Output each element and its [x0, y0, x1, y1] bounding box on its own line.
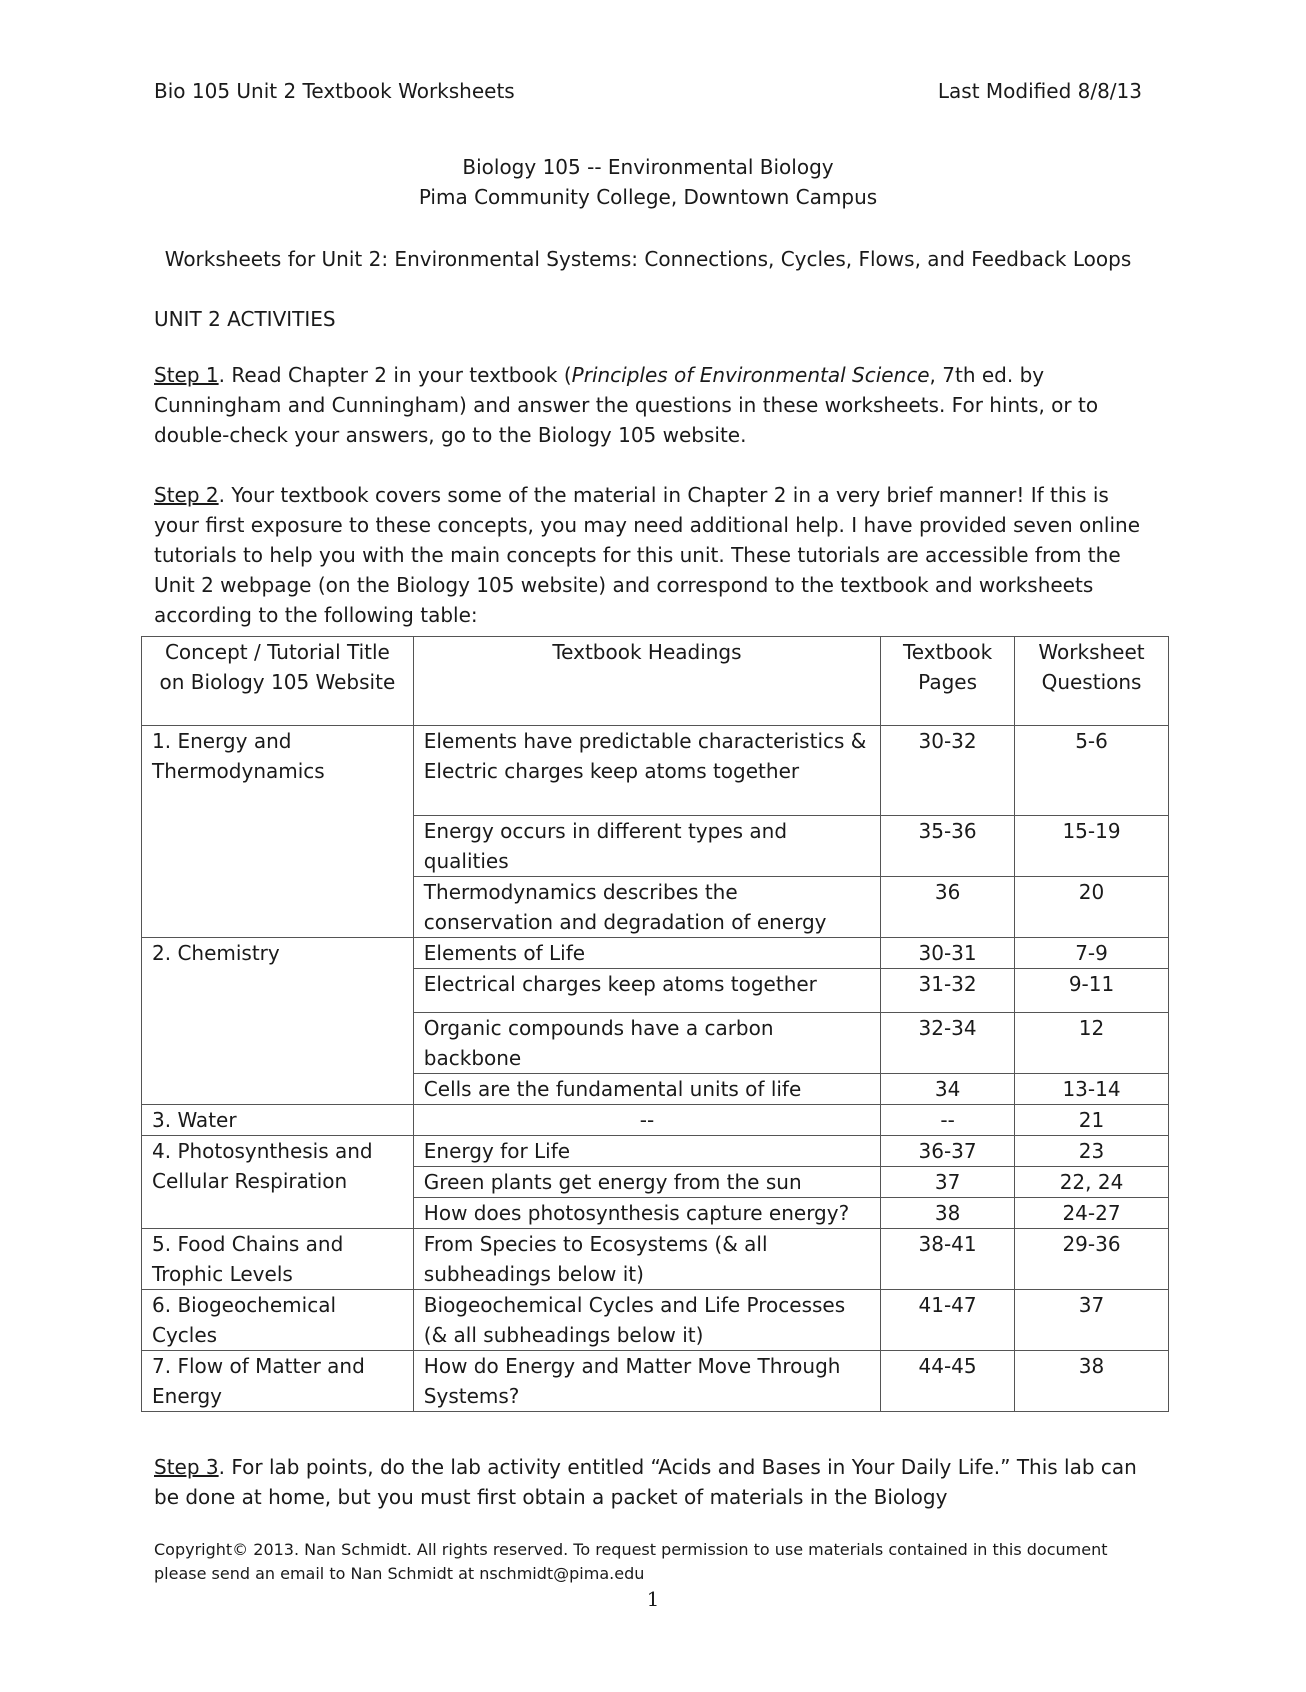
- table-row: [142, 1105, 1169, 1136]
- page-header: [154, 76, 1142, 106]
- questions-cell: 22, 24: [1015, 1167, 1169, 1198]
- questions-cell: 37: [1015, 1290, 1169, 1351]
- heading-cell: Elements of Life: [413, 938, 880, 969]
- pages-cell: 30-31: [881, 938, 1015, 969]
- pages-cell: 36: [881, 877, 1015, 938]
- pages-cell: --: [881, 1105, 1015, 1136]
- concept-cell: 1. Energy and Thermodynamics: [142, 726, 414, 938]
- header-headings: Textbook Headings: [413, 637, 880, 726]
- heading-cell: Organic compounds have a carbon backbone: [413, 1013, 880, 1074]
- step1-book-title: Principles of Environmental Science: [571, 363, 930, 387]
- college-title: Pima Community College, Downtown Campus: [418, 185, 878, 209]
- questions-cell: 38: [1015, 1351, 1169, 1412]
- table-row: [142, 726, 1169, 816]
- concept-table: [141, 636, 1169, 1412]
- heading-cell: Elements have predictable characteristics & Electric charges keep atoms together: [413, 726, 880, 816]
- step3-label: Step 3: [154, 1455, 219, 1479]
- questions-cell: 13-14: [1015, 1074, 1169, 1105]
- pages-cell: 30-32: [881, 726, 1015, 816]
- pages-cell: 34: [881, 1074, 1015, 1105]
- heading-cell: --: [413, 1105, 880, 1136]
- pages-cell: 36-37: [881, 1136, 1015, 1167]
- heading-cell: How does photosynthesis capture energy?: [413, 1198, 880, 1229]
- step3-paragraph: [154, 1452, 1144, 1512]
- concept-cell: 5. Food Chains and Trophic Levels: [142, 1229, 414, 1290]
- pages-cell: 41-47: [881, 1290, 1015, 1351]
- page-number: 1: [646, 1587, 660, 1611]
- heading-cell: Electrical charges keep atoms together: [413, 969, 880, 1013]
- heading-cell: From Species to Ecosystems (& all subheadings below it): [413, 1229, 880, 1290]
- table-row: [142, 1351, 1169, 1412]
- step1-paragraph: [154, 360, 1144, 450]
- step2-paragraph: [154, 480, 1144, 630]
- header-questions: Worksheet Questions: [1015, 637, 1169, 726]
- questions-cell: 21: [1015, 1105, 1169, 1136]
- step2-label: Step 2: [154, 483, 219, 507]
- heading-cell: Energy occurs in different types and qualities: [413, 816, 880, 877]
- header-pages: Textbook Pages: [881, 637, 1015, 726]
- questions-cell: 23: [1015, 1136, 1169, 1167]
- header-right: Last Modified 8/8/13: [937, 79, 1142, 103]
- table-header-row: [142, 637, 1169, 726]
- step1-text-b: , 7th ed. by Cunningham and Cunningham) and answer the questions in these worksheets. For hints, or to double-check your answers, go to the Biology 105 website.: [154, 363, 1099, 447]
- pages-cell: 38-41: [881, 1229, 1015, 1290]
- header-left: Bio 105 Unit 2 Textbook Worksheets: [154, 79, 515, 103]
- document-titles: [154, 152, 1142, 212]
- heading-cell: Energy for Life: [413, 1136, 880, 1167]
- concept-cell: 2. Chemistry: [142, 938, 414, 1105]
- step1-text-a: . Read Chapter 2 in your textbook (: [218, 363, 572, 387]
- heading-cell: Biogeochemical Cycles and Life Processes (& all subheadings below it): [413, 1290, 880, 1351]
- questions-cell: 15-19: [1015, 816, 1169, 877]
- concept-cell: 6. Biogeochemical Cycles: [142, 1290, 414, 1351]
- questions-cell: 24-27: [1015, 1198, 1169, 1229]
- questions-cell: 20: [1015, 877, 1169, 938]
- heading-cell: Green plants get energy from the sun: [413, 1167, 880, 1198]
- pages-cell: 32-34: [881, 1013, 1015, 1074]
- step1-label: Step 1: [154, 363, 219, 387]
- step3-text: . For lab points, do the lab activity entitled “Acids and Bases in Your Daily Life.” This lab can be done at home, but you must first obtain a packet of materials in the Biology: [154, 1455, 1137, 1509]
- questions-cell: 12: [1015, 1013, 1169, 1074]
- concept-cell: 4. Photosynthesis and Cellular Respiration: [142, 1136, 414, 1229]
- course-title: Biology 105 -- Environmental Biology: [462, 155, 834, 179]
- concept-cell: 3. Water: [142, 1105, 414, 1136]
- worksheets-title: Worksheets for Unit 2: Environmental Systems: Connections, Cycles, Flows, and Feedback Loops: [164, 247, 1132, 271]
- heading-cell: How do Energy and Matter Move Through Systems?: [413, 1351, 880, 1412]
- questions-cell: 7-9: [1015, 938, 1169, 969]
- questions-cell: 9-11: [1015, 969, 1169, 1013]
- pages-cell: 37: [881, 1167, 1015, 1198]
- table-row: [142, 1229, 1169, 1290]
- questions-cell: 5-6: [1015, 726, 1169, 816]
- pages-cell: 38: [881, 1198, 1015, 1229]
- step2-text: . Your textbook covers some of the material in Chapter 2 in a very brief manner! If this is your first exposure to these concepts, you may need additional help. I have provided seven online tutorials to help you with the main concepts for this unit. These tutorials are accessible from the Unit 2 webpage (on the Biology 105 website) and correspond to the textbook and worksheets according to the following table:: [154, 483, 1141, 627]
- heading-cell: Cells are the fundamental units of life: [413, 1074, 880, 1105]
- table-row: [142, 1290, 1169, 1351]
- table-row: [142, 1136, 1169, 1167]
- copyright-notice: Copyright© 2013. Nan Schmidt. All rights reserved. To request permission to use materials contained in this document please send an email to Nan Schmidt at nschmidt@pima.edu: [154, 1540, 1108, 1583]
- table-body: [142, 726, 1169, 1412]
- pages-cell: 31-32: [881, 969, 1015, 1013]
- unit-activities-heading: UNIT 2 ACTIVITIES: [154, 307, 336, 331]
- concept-cell: 7. Flow of Matter and Energy: [142, 1351, 414, 1412]
- header-concept: Concept / Tutorial Title on Biology 105 Website: [142, 637, 414, 726]
- pages-cell: 35-36: [881, 816, 1015, 877]
- pages-cell: 44-45: [881, 1351, 1015, 1412]
- table-row: [142, 938, 1169, 969]
- questions-cell: 29-36: [1015, 1229, 1169, 1290]
- heading-cell: Thermodynamics describes the conservation and degradation of energy: [413, 877, 880, 938]
